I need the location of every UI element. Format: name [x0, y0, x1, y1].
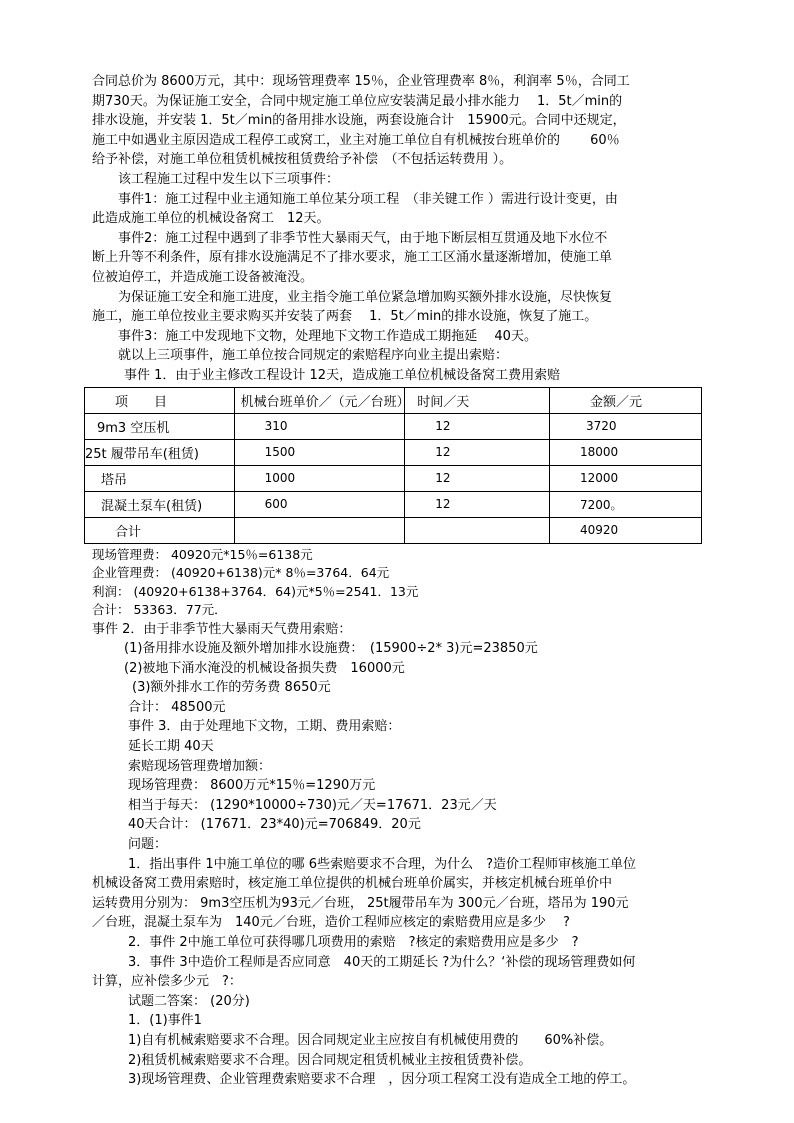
answer-line: 1)自有机械索赔要求不合理。因合同规定业主应按自有机械使用费的 60%补偿。	[128, 1032, 613, 1048]
document-page	[85, 72, 702, 1090]
days: 12	[405, 439, 550, 465]
table-header-cell: 机械台班单价／（元／台班）	[234, 387, 405, 413]
intro-line: 期730天。为保证施工安全，合同中规定施工单位应安装满足最小排水能力 1．5t／min的	[92, 93, 623, 109]
question-1: 机械设备窝工费用索赔时，核定施工单位提供的机械台班单价属实，并核定机械台班单价中	[92, 876, 613, 892]
table-total-row	[85, 517, 702, 543]
event3-line: 现场管理费： 8600万元*15％=1290万元	[128, 778, 376, 794]
unit-price: 1500	[234, 439, 405, 465]
calc-line: 利润： (40920+6138+3764．64)元*5％=2541．13元	[92, 583, 419, 599]
intro-line: 施工中如遇业主原因造成工程停工或窝工，业主对施工单位自有机械按台班单价的 60％	[92, 132, 620, 148]
unit-price: 600	[234, 491, 405, 517]
event2-item: (3)额外排水工作的劳务费 8650元	[132, 680, 331, 696]
table-header-cell: 金额／元	[549, 387, 701, 413]
calc-line: 合计： 53363．77元．	[92, 602, 227, 617]
claim-intro: 就以上三项事件，施工单位按合同规定的索赔程序向业主提出索赔：	[118, 348, 509, 364]
event3-line: 事件 3．由于处理地下文物，工期、费用索赔：	[128, 719, 401, 735]
unit-price: 1000	[234, 465, 405, 491]
total-label: 合计	[85, 517, 235, 543]
answer-line: 3)现场管理费、企业管理费索赔要求不合理 ，因分项工程窝工没有造成全工地的停工。	[128, 1072, 636, 1088]
events-intro: 该工程施工过程中发生以下三项事件：	[118, 171, 340, 187]
table-row	[85, 465, 702, 491]
event2-text: 位被迫停工，并造成施工设备被淹没。	[92, 269, 314, 285]
event3-line: 索赔现场管理费增加额：	[128, 758, 272, 774]
event2-text-2: 施工，施工单位按业主要求购买并安装了两套 1．5t／min的排水设施，恢复了施工。	[92, 309, 598, 325]
total-amount: 40920	[549, 517, 701, 543]
days: 12	[405, 413, 550, 439]
answer-line: 1．(1)事件1	[128, 1013, 202, 1029]
amount: 3720	[549, 413, 701, 439]
event2-text: 断上升等不利条件，原有排水设施满足不了排水要求，施工工区涌水量逐渐增加，使施工单	[92, 250, 613, 266]
event2-total: 合计： 48500元	[128, 699, 226, 715]
table-title: 事件 1．由于业主修改工程设计 12天，造成施工单位机械设备窝工费用索赔	[124, 367, 561, 383]
event2-text-2: 为保证施工安全和施工进度，业主指令施工单位紧急增加购买额外排水设施，尽快恢复	[118, 289, 613, 305]
table-header-cell: 时间／天	[405, 387, 550, 413]
intro-line: 排水设施，并安装 1．5t／min的备用排水设施，两套设施合计 15900元。合同中还规定，	[92, 113, 626, 129]
table-row	[85, 491, 702, 517]
event3-line: 40天合计： (17671．23*40)元=706849．20元	[128, 817, 421, 833]
event1-text: 事件1：施工过程中业主通知施工单位某分项工程 （非关键工作 ）需进行设计变更，由	[118, 191, 618, 207]
table-row	[85, 413, 702, 439]
days: 12	[405, 491, 550, 517]
equipment-cost-table	[84, 387, 702, 544]
questions-title: 问题：	[128, 837, 168, 853]
question-1: ／台班，混凝土泵车为 140元／台班，造价工程师应核定的索赔费用应是多少 ?	[92, 915, 570, 931]
event2-title: 事件 2．由于非季节性大暴雨天气费用索赔：	[92, 621, 352, 637]
question-2: 2．事件 2中施工单位可获得哪几项费用的索赔 ?核定的索赔费用应是多少 ?	[128, 935, 579, 950]
table-row	[85, 439, 702, 465]
table-header-row	[85, 387, 702, 413]
table-header-cell: 项 目	[85, 387, 235, 413]
event3-text: 事件3：施工中发现地下文物，处理地下文物工作造成工期拖延 40天。	[118, 328, 537, 344]
calc-line: 现场管理费： 40920元*15％=6138元	[92, 546, 313, 562]
unit-price: 310	[234, 413, 405, 439]
item-name: 25t 履带吊车(租赁)	[85, 439, 235, 465]
total-empty	[405, 517, 550, 543]
question-3: 3．事件 3中造价工程师是否应同意 40天的工期延长 ?为什么？‘补偿的现场管理费如何	[128, 954, 636, 970]
intro-line: 合同总价为 8600万元，其中：现场管理费率 15％，企业管理费率 8％，利润率 5％，合同工	[92, 74, 630, 89]
event2-item: (1)备用排水设施及额外增加排水设施费： (15900÷2* 3)元=23850元	[124, 641, 538, 657]
item-name: 塔吊	[85, 465, 235, 491]
event2-text: 事件2：施工过程中遇到了非季节性大暴雨天气，由于地下断层相互贯通及地下水位不	[118, 230, 608, 246]
amount: 7200。	[549, 491, 701, 517]
total-empty	[234, 517, 405, 543]
item-name: 混凝土泵车(租赁)	[85, 491, 235, 517]
amount: 12000	[549, 465, 701, 491]
question-1: 1．指出事件 1中施工单位的哪 6些索赔要求不合理，为什么 ?造价工程师审核施工单位	[128, 856, 636, 872]
event3-line: 延长工期 40天	[128, 739, 214, 755]
event2-item: (2)被地下涌水淹没的机械设备损失费 16000元	[124, 660, 405, 676]
question-3: 计算，应补偿多少元 ?：	[92, 974, 242, 990]
amount: 18000	[549, 439, 701, 465]
answer-line: 2)租赁机械索赔要求不合理。因合同规定租赁机械业主按租赁费补偿。	[128, 1052, 532, 1068]
item-name: 9m3 空压机	[85, 413, 235, 439]
event3-line: 相当于每天： (1290*10000÷730)元／天=17671．23元／天	[128, 797, 497, 813]
intro-line: 给予补偿，对施工单位租赁机械按租赁费给予补偿 （不包括运转费用 ）。	[92, 152, 513, 168]
calc-line: 企业管理费： (40920+6138)元* 8％=3764．64元	[92, 565, 390, 580]
answer-line: 试题二答案： (20分)	[128, 993, 250, 1009]
event1-text: 此造成施工单位的机械设备窝工 12天。	[92, 211, 330, 227]
days: 12	[405, 465, 550, 491]
question-1: 运转费用分别为： 9m3空压机为93元／台班， 25t履带吊车为 300元／台班，塔吊为 190元	[92, 895, 629, 911]
